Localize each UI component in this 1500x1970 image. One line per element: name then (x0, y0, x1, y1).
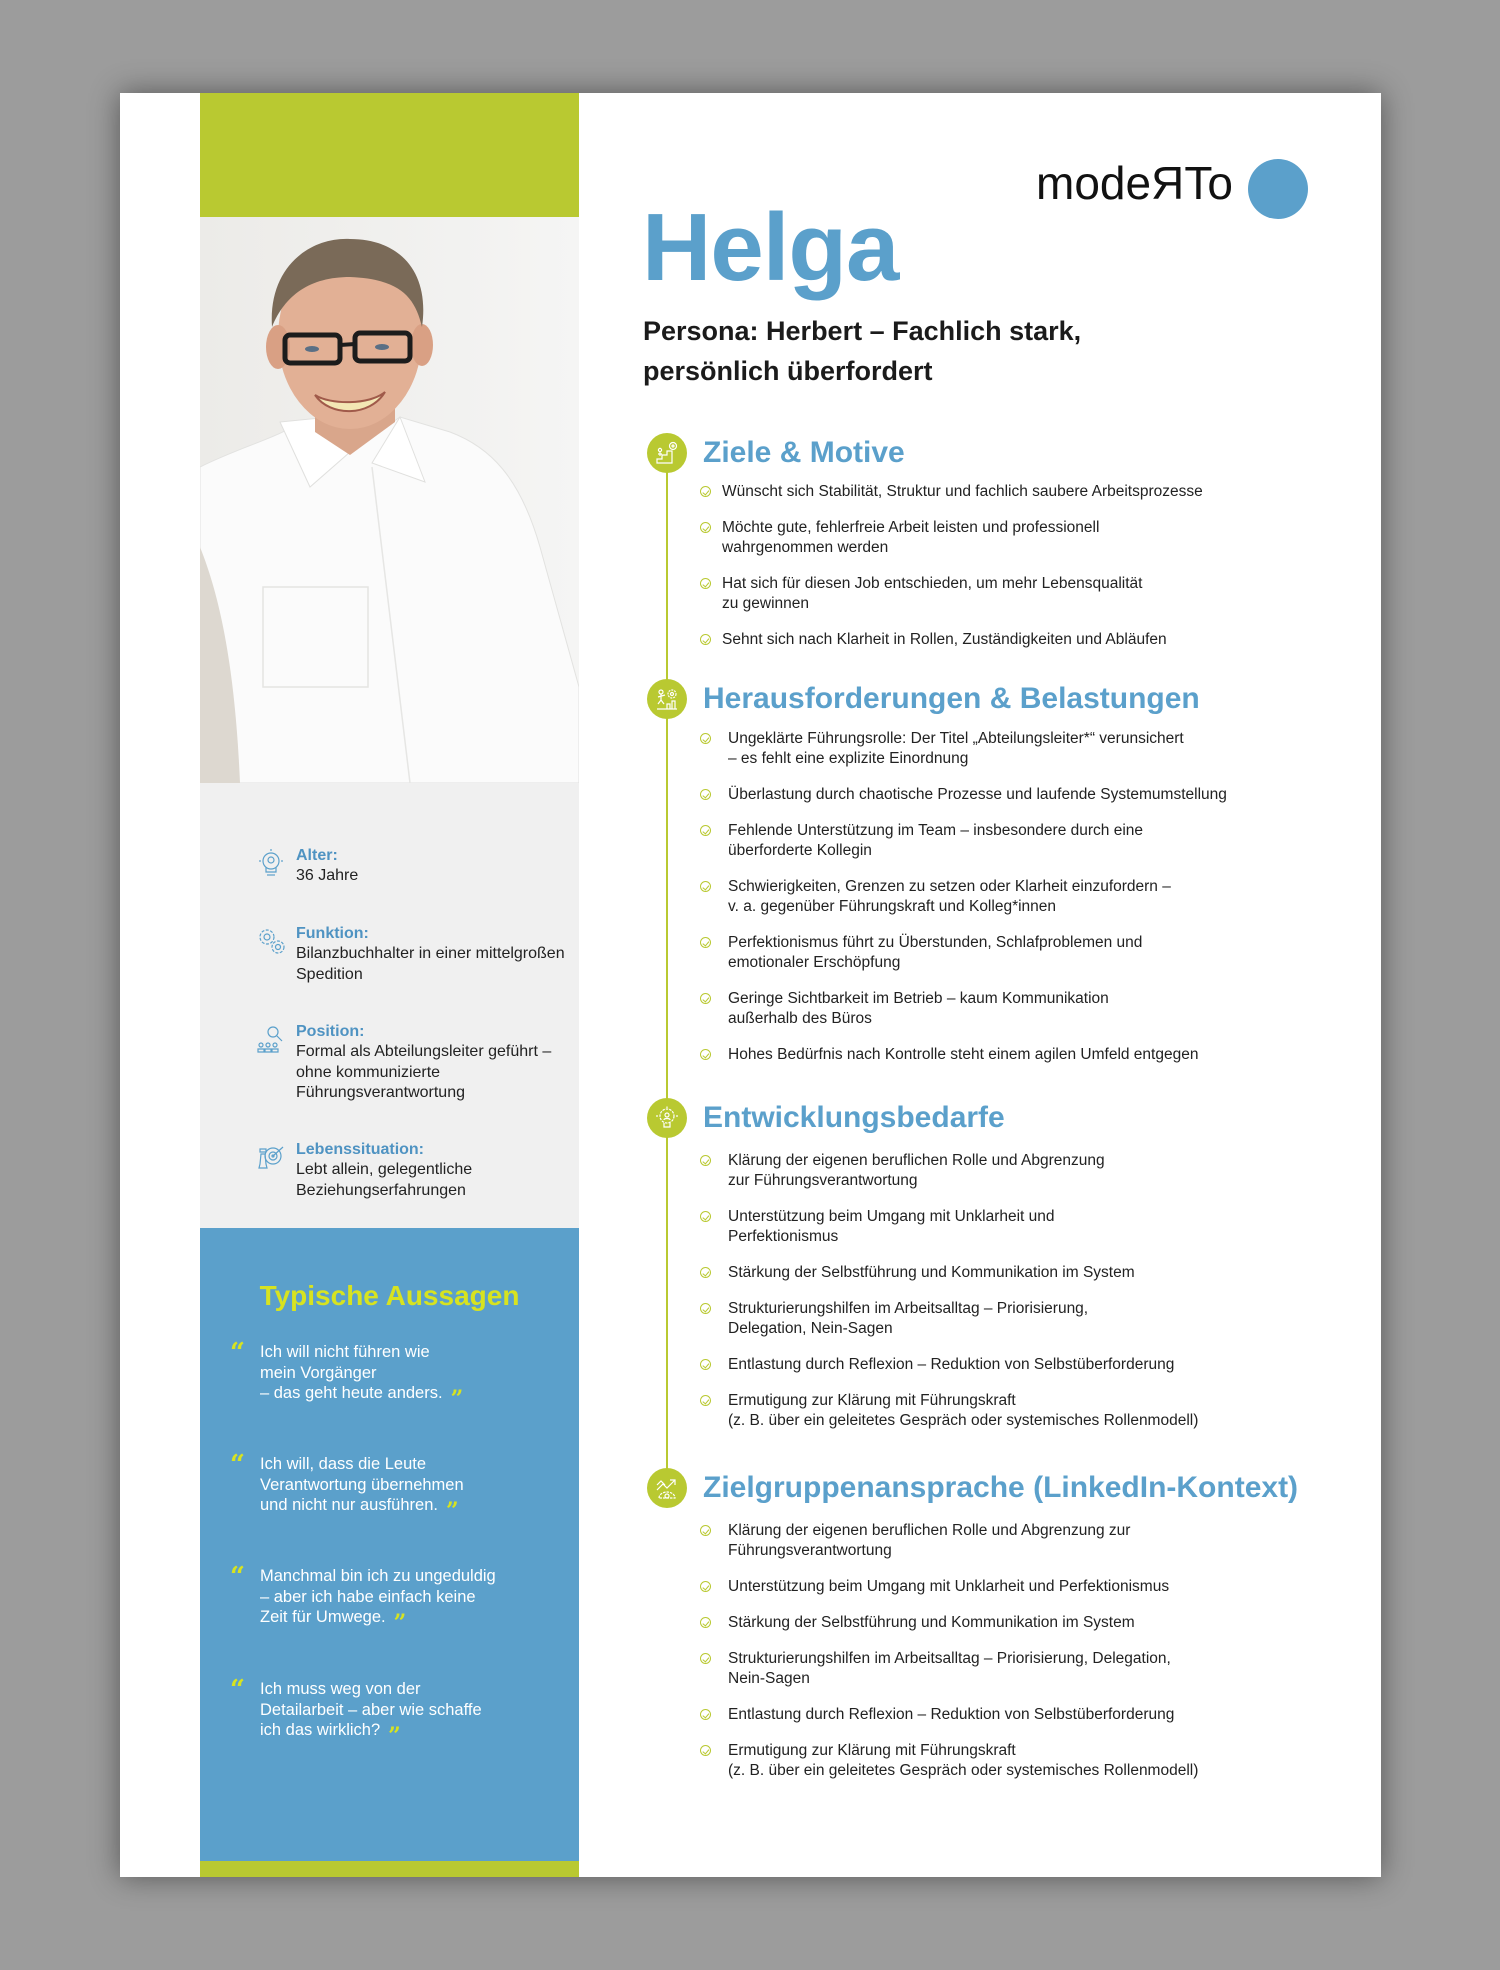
position-label: Position: (296, 1023, 365, 1040)
target-audience-list (700, 1521, 1390, 1797)
quote-line: Zeit für Umwege. (260, 1608, 386, 1626)
check-circle-icon (700, 578, 711, 589)
section-node (647, 1098, 687, 1138)
check-circle-icon (700, 1617, 711, 1628)
section-node (647, 433, 687, 473)
list-item-line: Geringe Sichtbarkeit im Betrieb – kaum Kommunikation (728, 990, 1109, 1007)
check-circle-icon (700, 1395, 711, 1406)
list-item (700, 1207, 1390, 1247)
list-item-line: wahrgenommen werden (722, 539, 889, 556)
check-circle-icon (700, 789, 711, 800)
list-item (700, 1263, 1390, 1283)
list-item (700, 630, 1390, 650)
check-circle-icon (700, 1049, 711, 1060)
section-title-challenges: Herausforderungen & Belastungen (703, 682, 1200, 715)
lightbulb-gear-icon (256, 848, 286, 878)
logo-text (1036, 155, 1233, 211)
check-circle-icon (700, 881, 711, 892)
quote-line: Ich will, dass die Leute (260, 1455, 427, 1473)
quote-text (260, 1454, 550, 1524)
list-item-line: zur Führungsverantwortung (728, 1172, 918, 1189)
challenges-list (700, 729, 1390, 1081)
list-item (700, 518, 1390, 558)
open-quote-icon: “ (230, 1450, 245, 1480)
list-item-line: Hohes Bedürfnis nach Kontrolle steht einem agilen Umfeld entgegen (728, 1046, 1199, 1063)
logo-circle (1248, 159, 1308, 219)
list-item (700, 729, 1390, 769)
position-value: Formal als Abteilungsleiter geführt – ohne kommunizierte Führungsverantwortung (296, 1043, 552, 1101)
quote-line: Ich will nicht führen wie (260, 1343, 430, 1361)
team-search-icon (256, 1024, 286, 1054)
growth-arrow-gear-icon (655, 1476, 679, 1500)
sidebar (200, 93, 579, 1877)
list-item (700, 482, 1390, 502)
check-circle-icon (700, 486, 711, 497)
list-item-line: Klärung der eigenen beruflichen Rolle und Abgrenzung zur (728, 1522, 1131, 1539)
list-item-line: Entlastung durch Reflexion – Reduktion von Selbstüberforderung (728, 1356, 1175, 1373)
check-circle-icon (700, 1525, 711, 1536)
persona-name: Helga (642, 194, 899, 301)
list-item-line: Entlastung durch Reflexion – Reduktion von Selbstüberforderung (728, 1706, 1175, 1723)
list-item-line: – es fehlt eine explizite Einordnung (728, 750, 969, 767)
list-item-line: Schwierigkeiten, Grenzen zu setzen oder Klarheit einzufordern – (728, 878, 1171, 895)
list-item-line: Ungeklärte Führungsrolle: Der Titel „Abteilungsleiter*“ verunsichert (728, 730, 1184, 747)
function-label: Funktion: (296, 925, 369, 942)
list-item-line: Strukturierungshilfen im Arbeitsalltag – Priorisierung, (728, 1300, 1089, 1317)
list-item-line: überforderte Kollegin (728, 842, 872, 859)
portrait-illustration (200, 217, 579, 783)
list-item (700, 1705, 1390, 1725)
list-item-line: v. a. gegenüber Führungskraft und Kolleg*innen (728, 898, 1057, 915)
check-circle-icon (700, 1155, 711, 1166)
open-quote-icon: “ (230, 1562, 245, 1592)
quote-line: Verantwortung übernehmen (260, 1475, 464, 1494)
list-item-line: Klärung der eigenen beruflichen Rolle und Abgrenzung (728, 1152, 1105, 1169)
list-item-line: Wünscht sich Stabilität, Struktur und fachlich saubere Arbeitsprozesse (722, 483, 1203, 500)
check-circle-icon (700, 937, 711, 948)
close-quote-icon: ” (388, 1723, 401, 1749)
quote-line: ich das wirklich? (260, 1721, 381, 1739)
list-item (700, 785, 1390, 805)
list-item (700, 1045, 1390, 1065)
list-item (700, 1741, 1390, 1781)
list-item-line: zu gewinnen (722, 595, 810, 612)
section-node (647, 679, 687, 719)
goals-list (700, 482, 1390, 666)
check-circle-icon (700, 1653, 711, 1664)
quote-text (260, 1342, 550, 1412)
check-circle-icon (700, 1745, 711, 1756)
list-item-line: Ermutigung zur Klärung mit Führungskraft (728, 1742, 1016, 1759)
list-item-line: Stärkung der Selbstführung und Kommunikation im System (728, 1614, 1135, 1631)
quote-line: – das geht heute anders. (260, 1384, 443, 1402)
portrait-photo (200, 217, 579, 783)
sidebar-top-accent-bar (200, 93, 579, 217)
stairs-target-icon (655, 441, 679, 465)
list-item-line: Perfektionismus (728, 1228, 839, 1245)
list-item (700, 1391, 1390, 1431)
list-item-line: Nein-Sagen (728, 1670, 810, 1687)
list-item-line: Strukturierungshilfen im Arbeitsalltag – Priorisierung, Delegation, (728, 1650, 1171, 1667)
close-quote-icon: ” (445, 1498, 459, 1524)
list-item (700, 1151, 1390, 1191)
check-circle-icon (700, 825, 711, 836)
list-item (700, 1355, 1390, 1375)
typical-statements-title: Typische Aussagen (259, 1280, 520, 1311)
moderto-logo (1036, 153, 1336, 213)
list-item-line: Ermutigung zur Klärung mit Führungskraft (728, 1392, 1016, 1409)
check-circle-icon (700, 733, 711, 744)
subtitle-line-1: Persona: Herbert – Fachlich stark, (643, 316, 1082, 346)
list-item-line: Hat sich für diesen Job entschieden, um mehr Lebensqualität (722, 575, 1143, 592)
check-circle-icon (700, 1267, 711, 1278)
list-item (700, 989, 1390, 1029)
list-item (700, 877, 1390, 917)
section-title-development-needs: Entwicklungsbedarfe (703, 1101, 1005, 1134)
check-circle-icon (700, 993, 711, 1004)
list-item (700, 1521, 1390, 1561)
check-circle-icon (700, 1359, 711, 1370)
list-item (700, 1613, 1390, 1633)
open-quote-icon: “ (230, 1338, 245, 1368)
quote-line: und nicht nur ausführen. (260, 1496, 438, 1514)
person-gear-chart-icon (655, 687, 679, 711)
list-item (700, 1299, 1390, 1339)
persona-sheet (120, 93, 1381, 1877)
list-item-line: Möchte gute, fehlerfreie Arbeit leisten und professionell (722, 519, 1100, 536)
subtitle-line-2: persönlich überfordert (643, 356, 933, 386)
section-title-goals: Ziele & Motive (703, 436, 905, 469)
list-item-line: außerhalb des Büros (728, 1010, 872, 1027)
age-value: 36 Jahre (296, 867, 359, 884)
quote-line: Ich muss weg von der (260, 1680, 421, 1698)
list-item-line: Führungsverantwortung (728, 1542, 892, 1559)
check-circle-icon (700, 1211, 711, 1222)
check-circle-icon (700, 1581, 711, 1592)
quote-text (260, 1566, 550, 1636)
age-label: Alter: (296, 847, 338, 864)
list-item-line: Unterstützung beim Umgang mit Unklarheit und (728, 1208, 1055, 1225)
list-item-line: Delegation, Nein-Sagen (728, 1320, 893, 1337)
persona-subtitle (643, 311, 1263, 391)
lightbulb-gear-person-icon (655, 1106, 679, 1130)
quote-line: Manchmal bin ich zu ungeduldig (260, 1567, 496, 1585)
list-item (700, 933, 1390, 973)
check-circle-icon (700, 1709, 711, 1720)
open-quote-icon: “ (230, 1675, 245, 1705)
list-item-line: (z. B. über ein geleitetes Gespräch oder systemisches Rollenmodell) (728, 1762, 1199, 1779)
quote-text (260, 1679, 550, 1749)
list-item-line: (z. B. über ein geleitetes Gespräch oder systemisches Rollenmodell) (728, 1412, 1199, 1429)
development-needs-list (700, 1151, 1390, 1447)
list-item (700, 574, 1390, 614)
list-item (700, 1649, 1390, 1689)
logo-text-start: mode (1036, 157, 1152, 209)
list-item-line: Sehnt sich nach Klarheit in Rollen, Zuständigkeiten und Abläufen (722, 631, 1167, 648)
check-circle-icon (700, 1303, 711, 1314)
logo-mirrored-letter: R (1151, 157, 1185, 209)
function-value: Bilanzbuchhalter in einer mittelgroßen Spedition (296, 945, 565, 983)
logo-text-end: To (1184, 157, 1233, 209)
close-quote-icon: ” (450, 1386, 464, 1412)
check-circle-icon (700, 634, 711, 645)
list-item (700, 821, 1390, 861)
quote-line: mein Vorgänger (260, 1363, 377, 1382)
quote-line: Detailarbeit – aber wie schaffe (260, 1700, 482, 1719)
life-situation-label: Lebenssituation: (296, 1141, 425, 1158)
gears-icon (256, 926, 286, 956)
list-item-line: emotionaler Erschöpfung (728, 954, 901, 971)
list-item-line: Unterstützung beim Umgang mit Unklarheit und Perfektionismus (728, 1578, 1170, 1595)
list-item-line: Fehlende Unterstützung im Team – insbesondere durch eine (728, 822, 1144, 839)
list-item-line: Überlastung durch chaotische Prozesse und laufende Systemumstellung (728, 786, 1227, 803)
close-quote-icon: ” (393, 1610, 407, 1636)
list-item-line: Perfektionismus führt zu Überstunden, Schlafproblemen und (728, 934, 1143, 951)
life-situation-value: Lebt allein, gelegentliche Beziehungserfahrungen (296, 1161, 473, 1199)
typical-statements-panel (200, 1228, 579, 1861)
timeline-line (666, 453, 668, 1488)
list-item (700, 1577, 1390, 1597)
section-node (647, 1468, 687, 1508)
check-circle-icon (700, 522, 711, 533)
profile-info-panel (200, 783, 579, 1228)
sidebar-bottom-accent-bar (200, 1861, 579, 1877)
chess-target-icon (256, 1142, 286, 1172)
list-item-line: Stärkung der Selbstführung und Kommunikation im System (728, 1264, 1135, 1281)
quote-line: – aber ich habe einfach keine (260, 1587, 476, 1606)
section-title-target-audience: Zielgruppenansprache (LinkedIn-Kontext) (703, 1471, 1299, 1504)
